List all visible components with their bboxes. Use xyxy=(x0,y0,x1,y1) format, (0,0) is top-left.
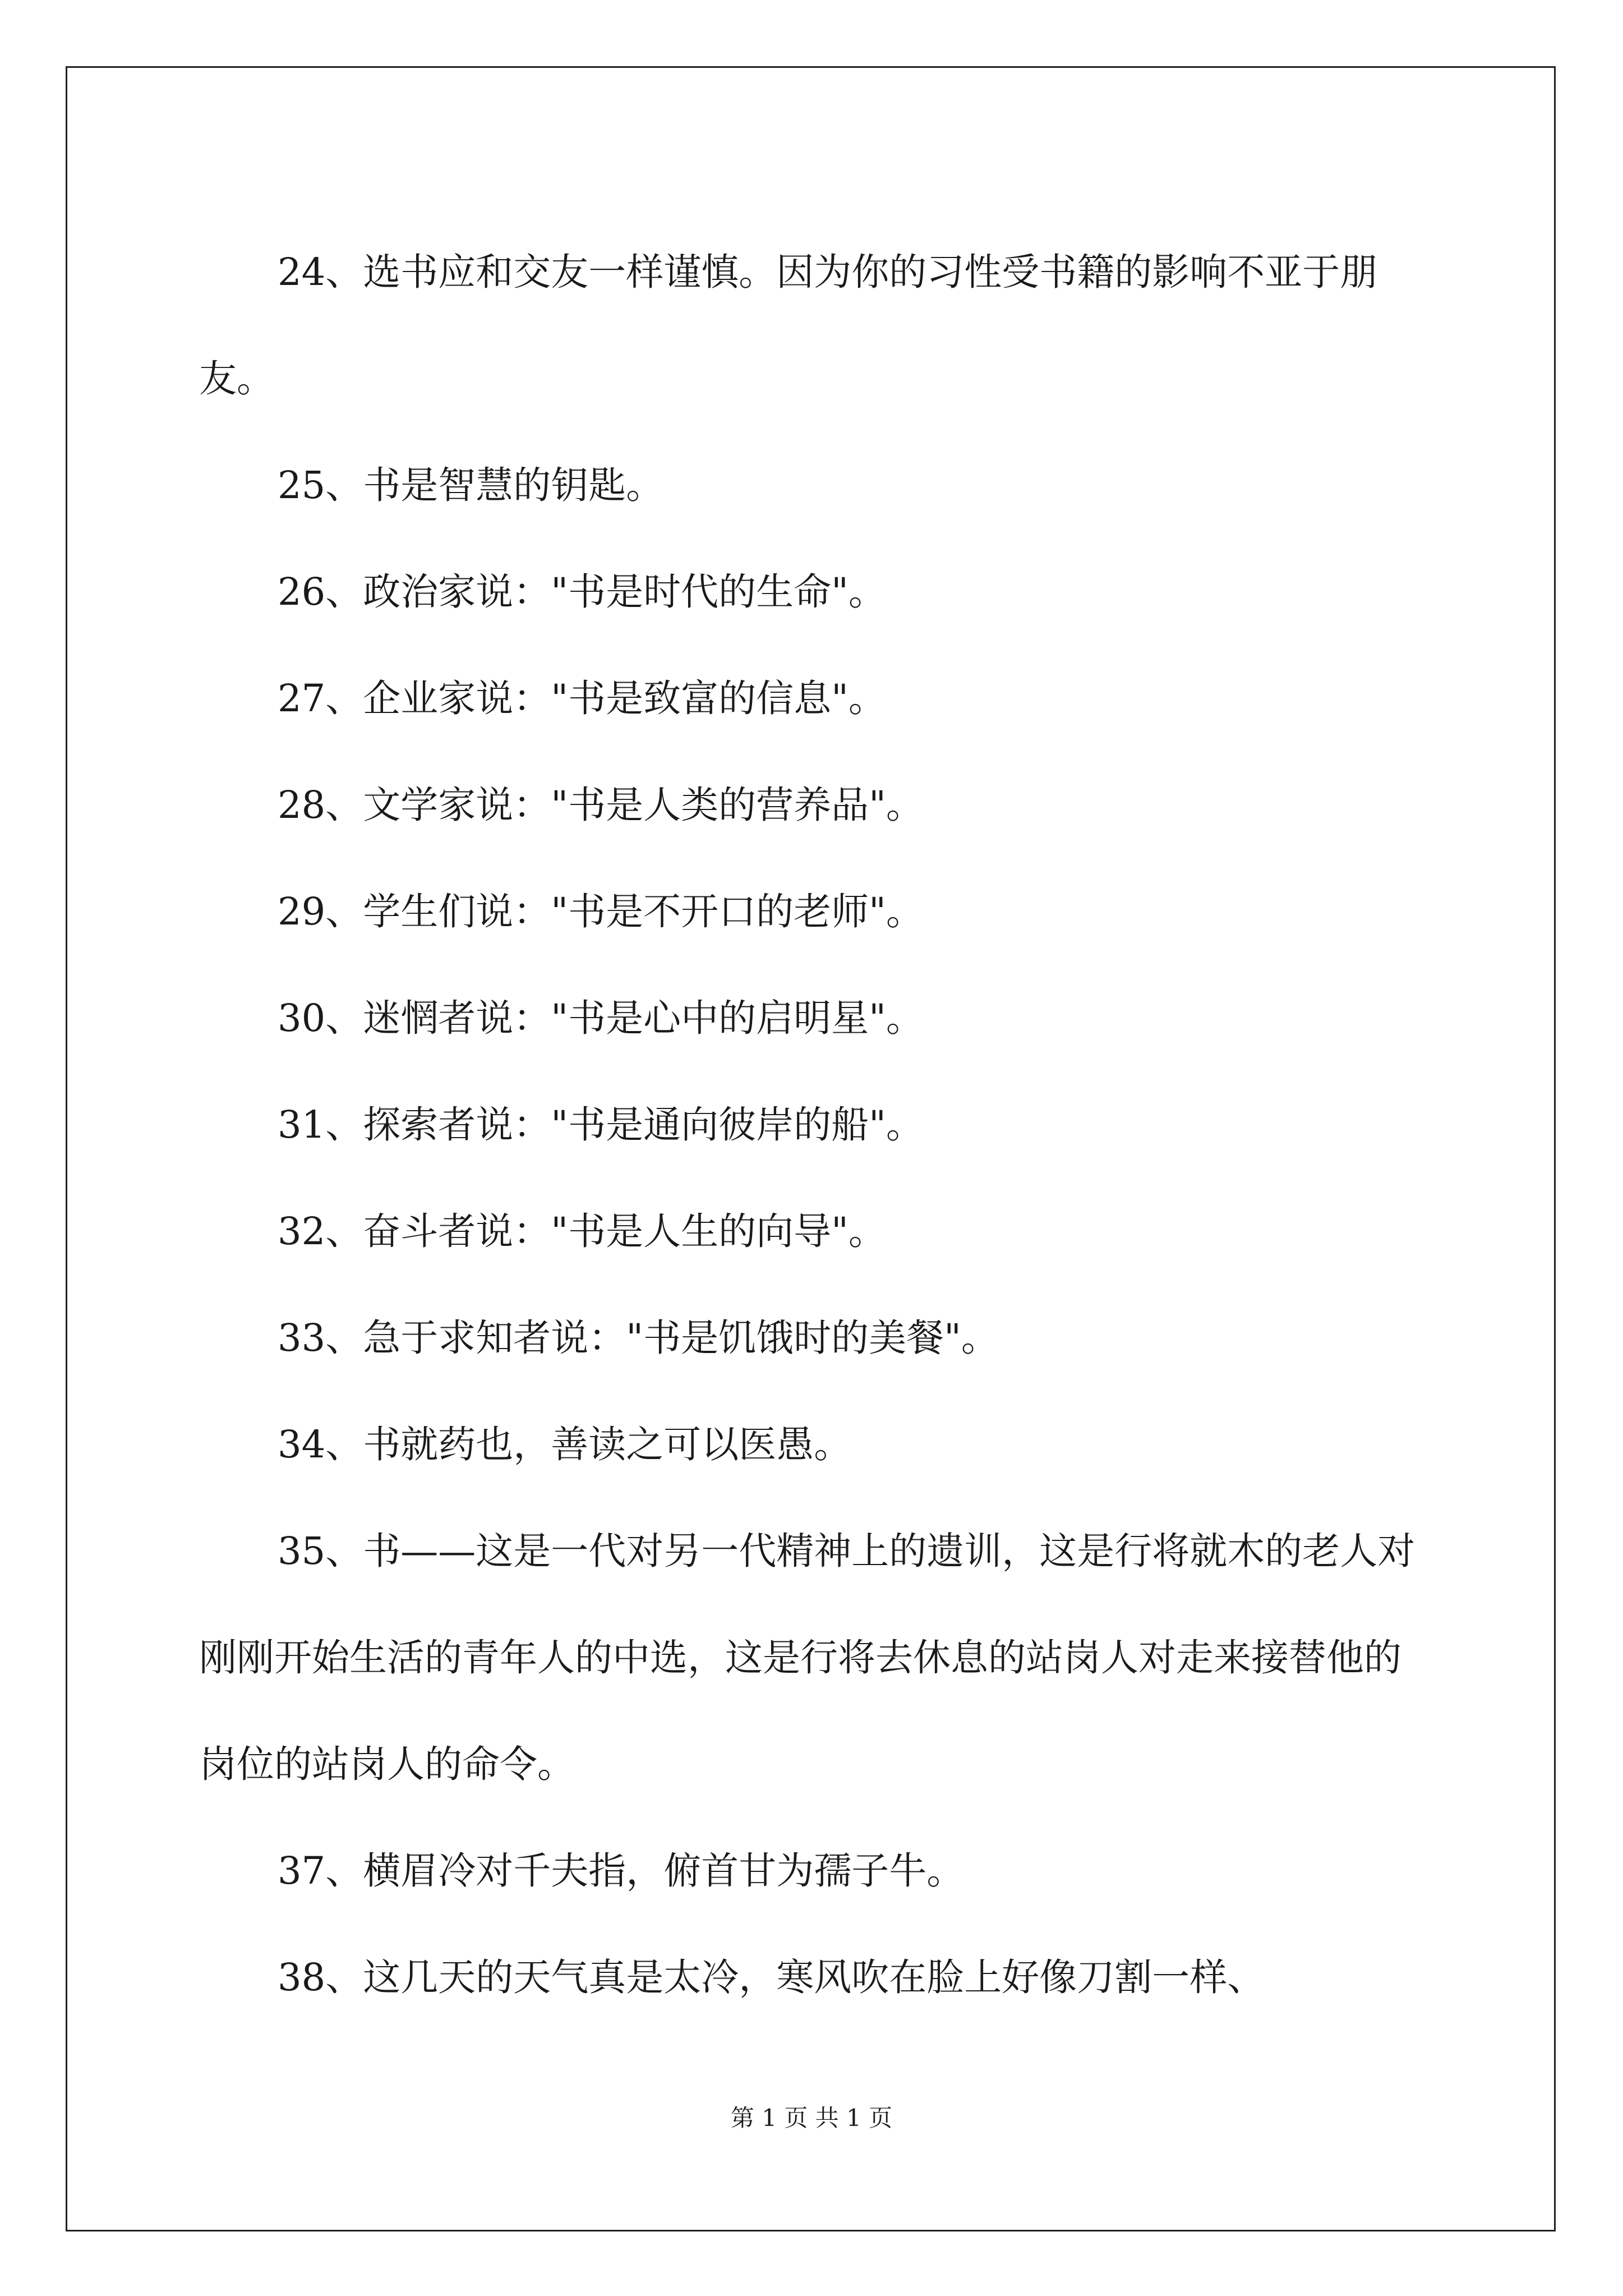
paragraph: 33、急于求知者说："书是饥饿时的美餐"。 xyxy=(278,1316,999,1360)
paragraph: 30、迷惘者说："书是心中的启明星"。 xyxy=(278,996,924,1040)
paragraph: 32、奋斗者说："书是人生的向导"。 xyxy=(278,1209,886,1253)
document-body xyxy=(199,219,1430,2031)
paragraph: 24、选书应和交友一样谨慎。因为你的习性受书籍的影响不亚于朋友。 xyxy=(199,250,1378,401)
paragraph: 28、文学家说："书是人类的营养品"。 xyxy=(278,783,924,827)
paragraph: 35、书——这是一代对另一代精神上的遗训，这是行将就木的老人对刚刚开始生活的青年人的中选，这是行将去休息的站岗人对走来接替他的岗位的站岗人的命令。 xyxy=(199,1529,1415,1786)
page-number-footer: 第 1 页 共 1 页 xyxy=(730,2104,893,2132)
paragraph: 34、书就药也，善读之可以医愚。 xyxy=(278,1423,852,1466)
paragraph: 27、企业家说："书是致富的信息"。 xyxy=(278,677,886,720)
paragraph: 26、政治家说："书是时代的生命"。 xyxy=(278,570,886,614)
paragraph: 25、书是智慧的钥匙。 xyxy=(278,463,664,507)
paragraph: 37、横眉冷对千夫指，俯首甘为孺子牛。 xyxy=(278,1849,965,1893)
paragraph: 38、这几天的天气真是太冷，寒风吹在脸上好像刀割一样、 xyxy=(278,1955,1265,1999)
paragraph: 29、学生们说："书是不开口的老师"。 xyxy=(278,890,924,933)
paragraph: 31、探索者说："书是通向彼岸的船"。 xyxy=(278,1103,924,1147)
